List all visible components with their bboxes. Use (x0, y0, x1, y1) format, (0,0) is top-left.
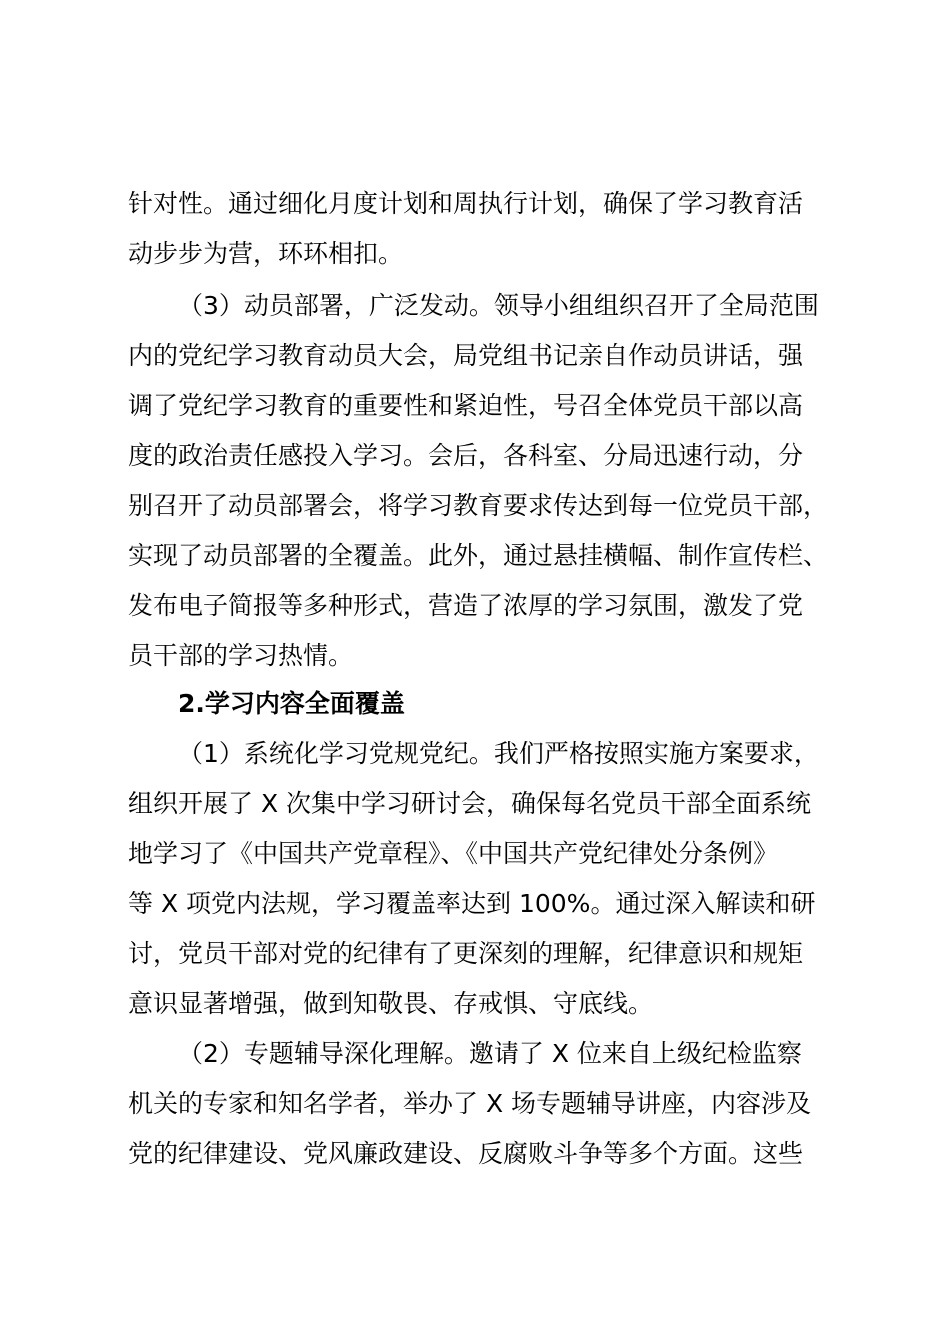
paragraph-start: （2）专题辅导深化理解。邀请了 X 位来自上级纪检监察 (178, 1039, 802, 1068)
text-line: 意识显著增强，做到知敬畏、存戒惧、守底线。 (128, 989, 654, 1018)
text-line: 地学习了《中国共产党章程》、《中国共产党纪律处分条例》 (128, 839, 779, 868)
text-line: 讨，党员干部对党的纪律有了更深刻的理解，纪律意识和规矩 (128, 939, 804, 968)
text-line: 党的纪律建设、党风廉政建设、反腐败斗争等多个方面。这些 (128, 1139, 804, 1168)
text-line: 发布电子简报等多种形式，营造了浓厚的学习氛围，激发了党 (128, 591, 804, 620)
section-heading: 2.学习内容全面覆盖 (178, 689, 405, 718)
text-line: 度的政治责任感投入学习。会后，各科室、分局迅速行动，分 (128, 441, 804, 470)
text-line: 调了党纪学习教育的重要性和紧迫性，号召全体党员干部以高 (128, 391, 804, 420)
text-line: 针对性。通过细化月度计划和周执行计划，确保了学习教育活 (128, 189, 804, 218)
paragraph-start: （1）系统化学习党规党纪。我们严格按照实施方案要求， (178, 739, 819, 768)
text-line: 实现了动员部署的全覆盖。此外，通过悬挂横幅、制作宣传栏、 (128, 541, 829, 570)
text-line: 动步步为营，环环相扣。 (128, 239, 404, 268)
text-line: 内的党纪学习教育动员大会，局党组书记亲自作动员讲话，强 (128, 341, 804, 370)
text-line: 组织开展了 X 次集中学习研讨会，确保每名党员干部全面系统 (128, 789, 812, 818)
text-line: 员干部的学习热情。 (128, 641, 354, 670)
text-line: 别召开了动员部署会，将学习教育要求传达到每一位党员干部， (128, 491, 829, 520)
text-line: 机关的专家和知名学者，举办了 X 场专题辅导讲座，内容涉及 (128, 1089, 812, 1118)
paragraph-start: （3）动员部署，广泛发动。领导小组组织召开了全局范围 (178, 291, 819, 320)
text-line: 等 X 项党内法规，学习覆盖率达到 100%。通过深入解读和研 (128, 889, 816, 918)
